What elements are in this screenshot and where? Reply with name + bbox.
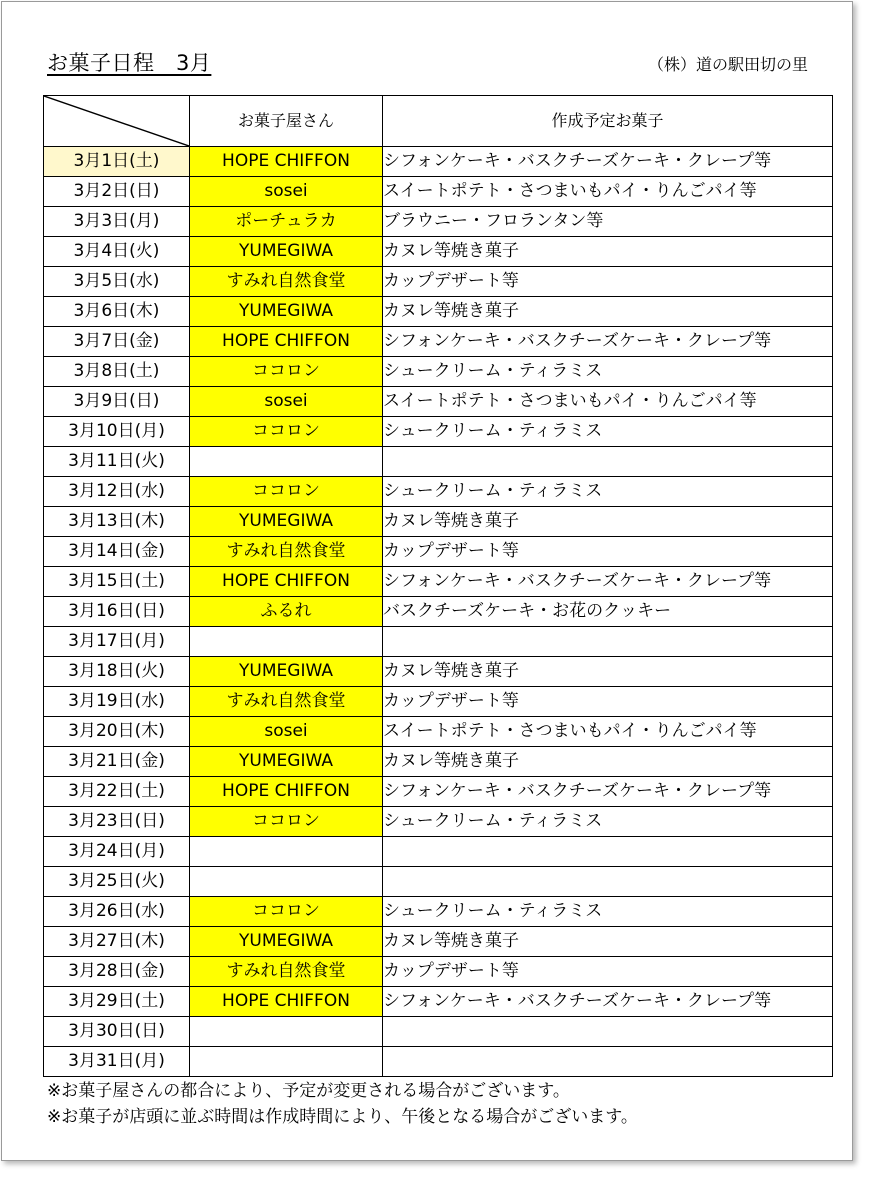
shop-cell (190, 447, 383, 477)
date-cell: 3月18日(火) (44, 657, 190, 687)
item-cell: シュークリーム・ティラミス (383, 357, 833, 387)
header-item: 作成予定お菓子 (383, 96, 833, 147)
shop-cell: HOPE CHIFFON (190, 987, 383, 1017)
date-cell: 3月2日(日) (44, 177, 190, 207)
shop-cell: ポーチュラカ (190, 207, 383, 237)
item-cell: シュークリーム・ティラミス (383, 417, 833, 447)
shop-cell (190, 1017, 383, 1047)
table-row (44, 417, 833, 447)
item-cell: カヌレ等焼き菓子 (383, 747, 833, 777)
shop-cell: すみれ自然食堂 (190, 267, 383, 297)
date-cell: 3月10日(月) (44, 417, 190, 447)
shop-cell: HOPE CHIFFON (190, 777, 383, 807)
shop-cell (190, 627, 383, 657)
date-cell: 3月4日(火) (44, 237, 190, 267)
shop-cell: ココロン (190, 477, 383, 507)
table-row (44, 567, 833, 597)
table-row (44, 477, 833, 507)
item-cell: シフォンケーキ・バスクチーズケーキ・クレープ等 (383, 777, 833, 807)
date-cell: 3月23日(日) (44, 807, 190, 837)
table-row (44, 657, 833, 687)
item-cell: シフォンケーキ・バスクチーズケーキ・クレープ等 (383, 327, 833, 357)
item-cell (383, 867, 833, 897)
table-row (44, 837, 833, 867)
shop-cell: ココロン (190, 807, 383, 837)
item-cell: カヌレ等焼き菓子 (383, 297, 833, 327)
shop-cell (190, 1047, 383, 1077)
diagonal-line (44, 96, 189, 146)
shop-cell: YUMEGIWA (190, 237, 383, 267)
date-cell: 3月1日(土) (44, 147, 190, 177)
table-row (44, 807, 833, 837)
table-row (44, 447, 833, 477)
shop-cell: HOPE CHIFFON (190, 567, 383, 597)
table-row (44, 537, 833, 567)
date-cell: 3月11日(火) (44, 447, 190, 477)
notes (47, 1078, 638, 1130)
item-cell (383, 447, 833, 477)
item-cell: スイートポテト・さつまいもパイ・りんごパイ等 (383, 177, 833, 207)
item-cell: ブラウニー・フロランタン等 (383, 207, 833, 237)
item-cell: シュークリーム・ティラミス (383, 477, 833, 507)
table-row (44, 357, 833, 387)
item-cell (383, 1047, 833, 1077)
date-cell: 3月17日(月) (44, 627, 190, 657)
shop-cell: HOPE CHIFFON (190, 147, 383, 177)
table-row (44, 927, 833, 957)
shop-cell: sosei (190, 177, 383, 207)
table-row (44, 687, 833, 717)
date-cell: 3月22日(土) (44, 777, 190, 807)
table-row (44, 747, 833, 777)
date-cell: 3月19日(水) (44, 687, 190, 717)
item-cell (383, 837, 833, 867)
date-cell: 3月6日(木) (44, 297, 190, 327)
page-title: お菓子日程 3月 (47, 51, 212, 75)
shop-cell: すみれ自然食堂 (190, 957, 383, 987)
item-cell: スイートポテト・さつまいもパイ・りんごパイ等 (383, 717, 833, 747)
table-row (44, 777, 833, 807)
date-cell: 3月9日(日) (44, 387, 190, 417)
date-cell: 3月28日(金) (44, 957, 190, 987)
shop-cell (190, 867, 383, 897)
shop-cell: ココロン (190, 357, 383, 387)
item-cell: カヌレ等焼き菓子 (383, 237, 833, 267)
item-cell: カヌレ等焼き菓子 (383, 927, 833, 957)
date-cell: 3月21日(金) (44, 747, 190, 777)
item-cell: シュークリーム・ティラミス (383, 807, 833, 837)
table-row (44, 1017, 833, 1047)
shop-cell: ふるれ (190, 597, 383, 627)
shop-cell (190, 837, 383, 867)
date-cell: 3月15日(土) (44, 567, 190, 597)
item-cell: シフォンケーキ・バスクチーズケーキ・クレープ等 (383, 567, 833, 597)
item-cell: シフォンケーキ・バスクチーズケーキ・クレープ等 (383, 147, 833, 177)
date-cell: 3月13日(木) (44, 507, 190, 537)
date-cell: 3月7日(金) (44, 327, 190, 357)
date-cell: 3月24日(月) (44, 837, 190, 867)
table-row (44, 177, 833, 207)
company-name: （株）道の駅田切の里 (647, 55, 808, 74)
table-row (44, 267, 833, 297)
item-cell: カヌレ等焼き菓子 (383, 507, 833, 537)
corner-header-cell (44, 96, 190, 147)
shop-cell: sosei (190, 717, 383, 747)
table-row (44, 717, 833, 747)
note-line: ※お菓子が店頭に並ぶ時間は作成時間により、午後となる場合がございます。 (47, 1107, 638, 1127)
table-row (44, 237, 833, 267)
table-row (44, 147, 833, 177)
date-cell: 3月31日(月) (44, 1047, 190, 1077)
date-cell: 3月26日(水) (44, 897, 190, 927)
header-shop: お菓子屋さん (190, 96, 383, 147)
schedule-sheet (1, 1, 853, 1161)
shop-cell: YUMEGIWA (190, 747, 383, 777)
shop-cell: YUMEGIWA (190, 507, 383, 537)
date-cell: 3月8日(土) (44, 357, 190, 387)
table-row (44, 957, 833, 987)
table-row (44, 507, 833, 537)
shop-cell: sosei (190, 387, 383, 417)
table-row (44, 387, 833, 417)
date-cell: 3月16日(日) (44, 597, 190, 627)
shop-cell: すみれ自然食堂 (190, 537, 383, 567)
item-cell: カヌレ等焼き菓子 (383, 657, 833, 687)
shop-cell: YUMEGIWA (190, 297, 383, 327)
shop-cell: ココロン (190, 897, 383, 927)
item-cell: バスクチーズケーキ・お花のクッキー (383, 597, 833, 627)
shop-cell: YUMEGIWA (190, 927, 383, 957)
item-cell: スイートポテト・さつまいもパイ・りんごパイ等 (383, 387, 833, 417)
shop-cell: YUMEGIWA (190, 657, 383, 687)
date-cell: 3月12日(水) (44, 477, 190, 507)
date-cell: 3月27日(木) (44, 927, 190, 957)
date-cell: 3月5日(水) (44, 267, 190, 297)
table-row (44, 627, 833, 657)
item-cell: カップデザート等 (383, 267, 833, 297)
item-cell: カップデザート等 (383, 957, 833, 987)
shop-cell: すみれ自然食堂 (190, 687, 383, 717)
table-row (44, 897, 833, 927)
table-row (44, 1047, 833, 1077)
item-cell: シュークリーム・ティラミス (383, 897, 833, 927)
item-cell (383, 627, 833, 657)
table-header-row (44, 96, 833, 147)
date-cell: 3月25日(火) (44, 867, 190, 897)
table-row (44, 327, 833, 357)
item-cell: シフォンケーキ・バスクチーズケーキ・クレープ等 (383, 987, 833, 1017)
date-cell: 3月30日(日) (44, 1017, 190, 1047)
table-row (44, 297, 833, 327)
table-row (44, 207, 833, 237)
table-row (44, 987, 833, 1017)
date-cell: 3月20日(木) (44, 717, 190, 747)
date-cell: 3月29日(土) (44, 987, 190, 1017)
table-row (44, 597, 833, 627)
item-cell: カップデザート等 (383, 687, 833, 717)
date-cell: 3月14日(金) (44, 537, 190, 567)
item-cell (383, 1017, 833, 1047)
note-line: ※お菓子屋さんの都合により、予定が変更される場合がございます。 (47, 1081, 570, 1101)
item-cell: カップデザート等 (383, 537, 833, 567)
shop-cell: HOPE CHIFFON (190, 327, 383, 357)
table-row (44, 867, 833, 897)
date-cell: 3月3日(月) (44, 207, 190, 237)
schedule-table (43, 95, 833, 1077)
shop-cell: ココロン (190, 417, 383, 447)
